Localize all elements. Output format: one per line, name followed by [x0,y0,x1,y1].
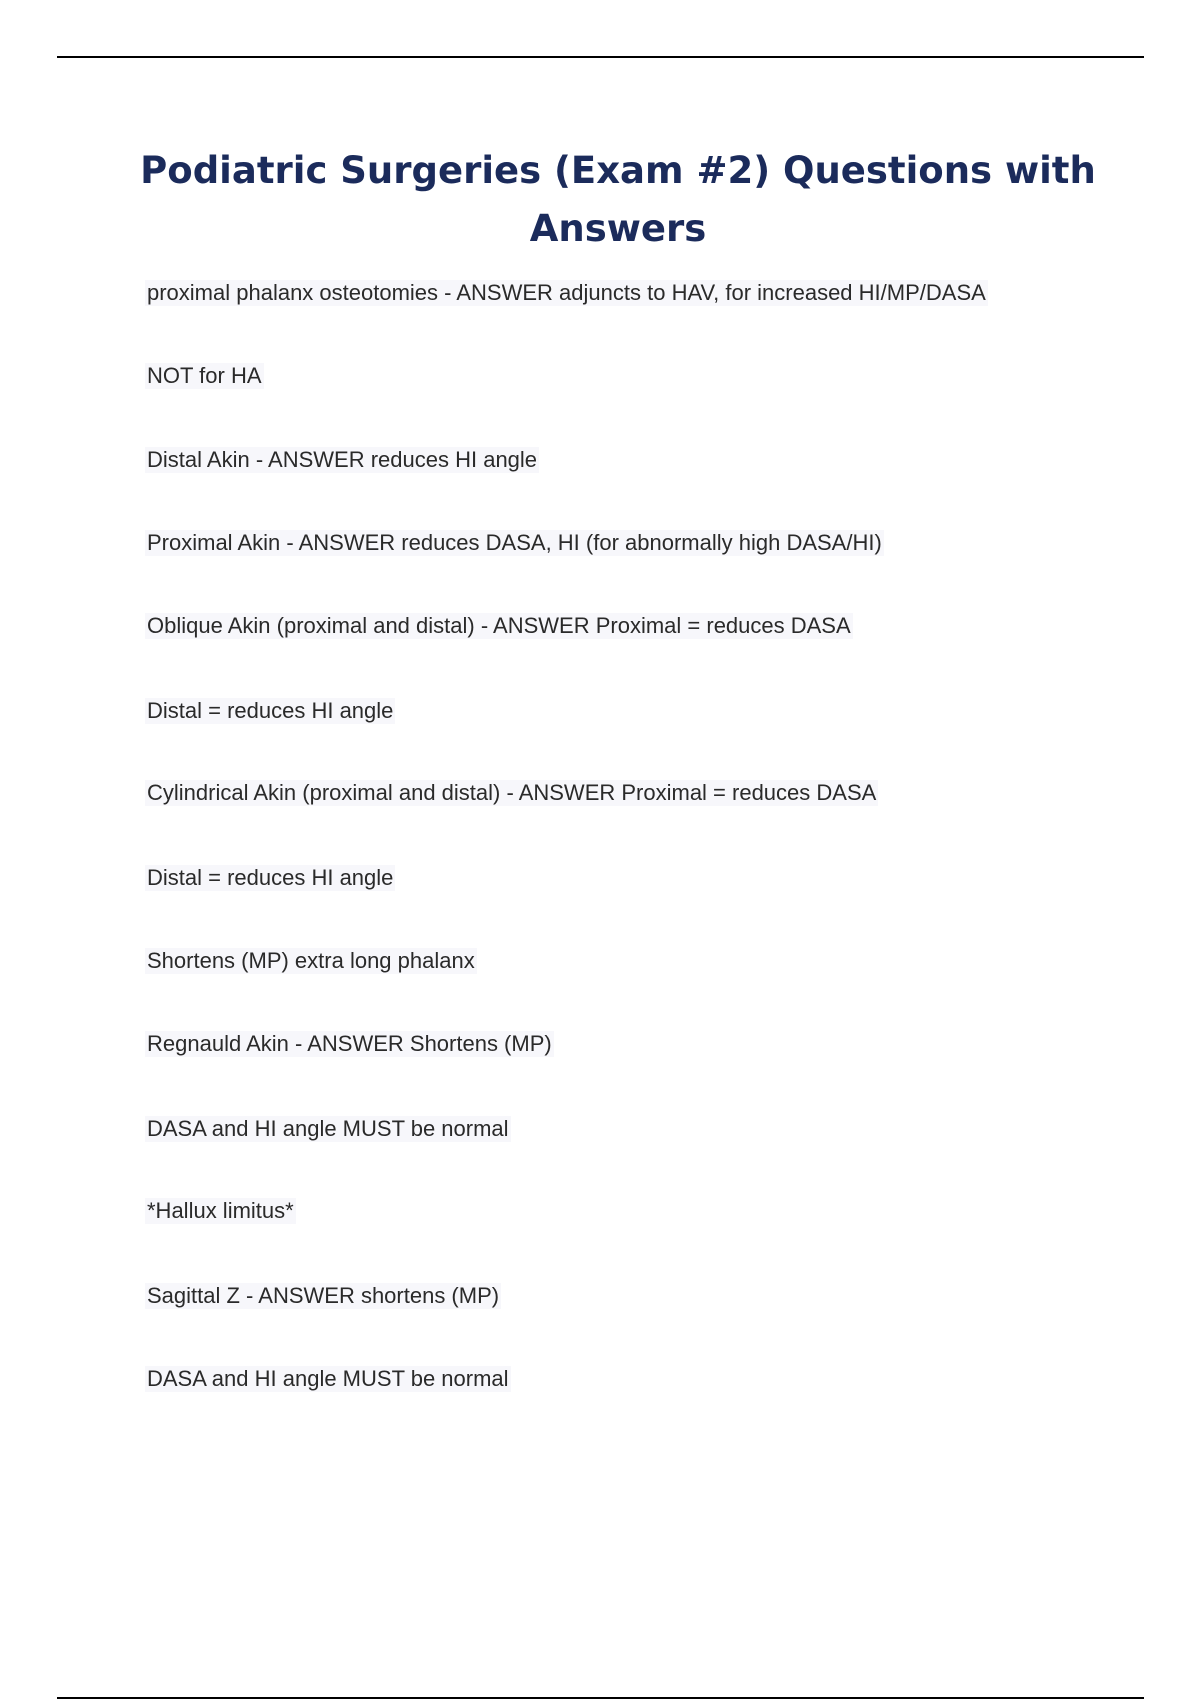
qa-line: Distal Akin - ANSWER reduces HI angle [147,447,538,472]
footer-rule [57,1697,1144,1699]
qa-line: proximal phalanx osteotomies - ANSWER adjuncts to HAV, for increased HI/MP/DASA [147,280,986,305]
qa-line: NOT for HA [147,363,262,388]
qa-line: Shortens (MP) extra long phalanx [147,948,475,973]
qa-line: Cylindrical Akin (proximal and distal) - ANSWER Proximal = reduces DASA [147,780,877,805]
qa-line: Sagittal Z - ANSWER shortens (MP) [147,1283,500,1308]
qa-line: Distal = reduces HI angle [147,865,394,890]
qa-line: DASA and HI angle MUST be normal [147,1116,509,1141]
qa-line: Oblique Akin (proximal and distal) - ANSWER Proximal = reduces DASA [147,613,851,638]
qa-line: DASA and HI angle MUST be normal [147,1366,509,1391]
qa-line: Regnauld Akin - ANSWER Shortens (MP) [147,1031,552,1056]
qa-line: Proximal Akin - ANSWER reduces DASA, HI (for abnormally high DASA/HI) [147,530,882,555]
header-rule [57,56,1144,58]
document-title: Podiatric Surgeries (Exam #2) Questions with Answers [140,149,1096,250]
qa-line: *Hallux limitus* [147,1198,294,1223]
qa-line: Distal = reduces HI angle [147,698,394,723]
